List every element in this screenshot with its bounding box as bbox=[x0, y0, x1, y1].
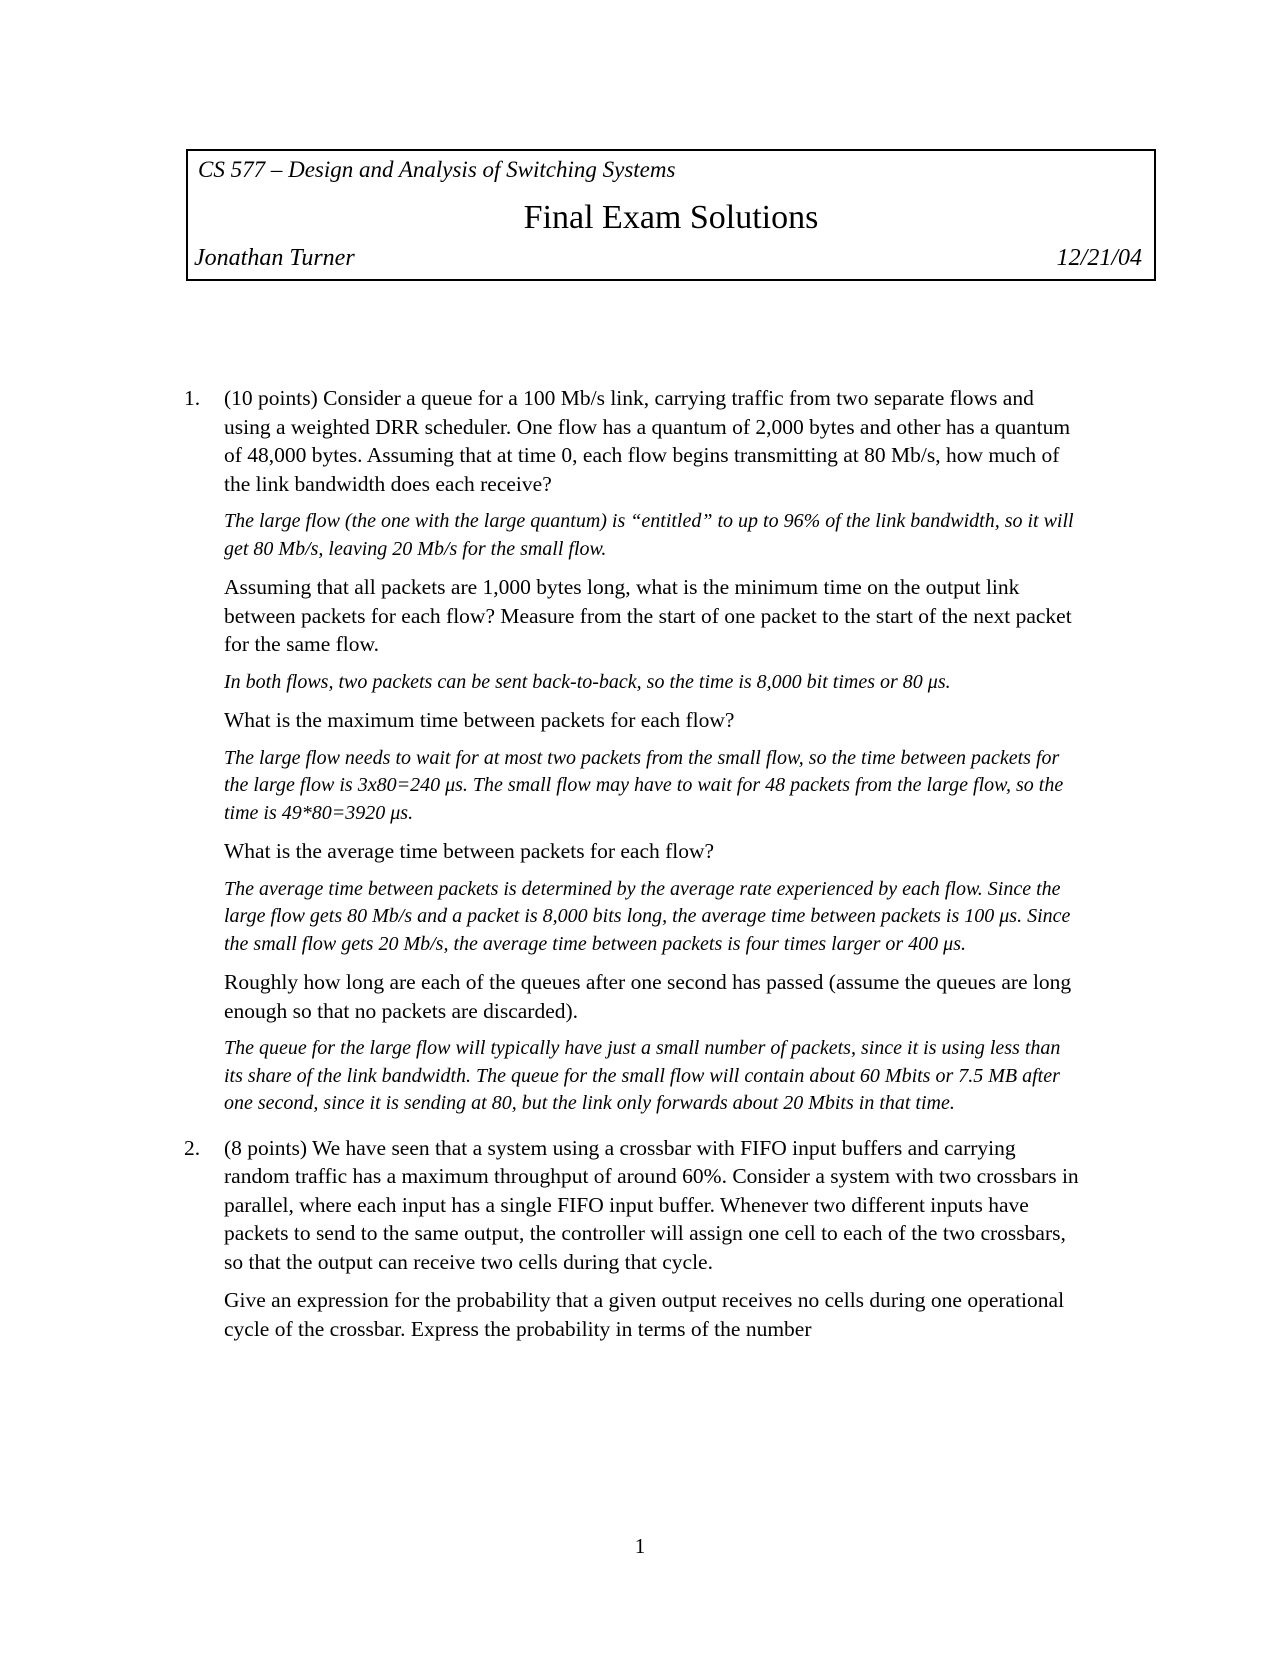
question-text: What is the maximum time between packets for each flow? bbox=[224, 708, 735, 732]
course-title: CS 577 – Design and Analysis of Switching Systems bbox=[198, 157, 676, 182]
question-number: 2. bbox=[184, 1135, 201, 1160]
answer-text: The queue for the large flow will typically have just a small number of packets, since it is using less than its share of the link bandwidth. The queue for the small flow will contain about 60 Mbits or 7.5 MB after one second, since it is sending at 80, but the link only forwards about 20 Mbits in that time. bbox=[224, 1037, 1061, 1114]
question-1 bbox=[184, 384, 1084, 1118]
question-number: 1. bbox=[184, 386, 201, 410]
document-date: 12/21/04 bbox=[1056, 245, 1142, 271]
author-name: Jonathan Turner bbox=[194, 245, 355, 271]
page-number: 1 bbox=[634, 1534, 646, 1558]
document-title: Final Exam Solutions bbox=[523, 199, 819, 236]
answer-text: The average time between packets is determined by the average rate experienced by each flow. Since the large flow gets 80 Mb/s and a packet is 8,000 bits long, the average time between packets is 100 μs. Since the small flow gets 20 Mb/s, the average time between packets is four times larger or 400 μs. bbox=[224, 877, 1071, 955]
header-box bbox=[186, 149, 1156, 281]
exam-content bbox=[184, 384, 1084, 1359]
answer-text: The large flow (the one with the large quantum) is “entitled” to up to 96% of the link bandwidth, so it will get 80 Mb/s, leaving 20 Mb/s for the small flow. bbox=[224, 510, 1074, 560]
answer-text: The large flow needs to wait for at most two packets from the small flow, so the time between packets for the large flow is 3x80=240 μs. The small flow may have to wait for 48 packets from the large flow, so the time is 49*80=3920 μs. bbox=[224, 746, 1064, 824]
answer-text: In both flows, two packets can be sent back-to-back, so the time is 8,000 bit times or 80 μs. bbox=[224, 670, 951, 693]
question-text: What is the average time between packets for each flow? bbox=[224, 839, 715, 863]
question-text: (10 points) Consider a queue for a 100 Mb/s link, carrying traffic from two separate flows and using a weighted DRR scheduler. One flow has a quantum of 2,000 bytes and other has a quantum of 48,000 bytes. Assuming that at time 0, each flow begins transmitting at 80 Mb/s, how much of the link bandwidth does each receive? bbox=[224, 386, 1071, 496]
question-2 bbox=[184, 1134, 1084, 1344]
question-text: (8 points) We have seen that a system using a crossbar with FIFO input buffers and carrying random traffic has a maximum throughput of around 60%. Consider a system with two crossbars in parallel, where each input has a single FIFO input buffer. Whenever two different inputs have packets to send to the same output, the controller will assign one cell to each of the two crossbars, so that the output can receive two cells during that cycle. bbox=[224, 1135, 1079, 1274]
question-text: Assuming that all packets are 1,000 bytes long, what is the minimum time on the output link between packets for each flow? Measure from the start of one packet to the start of the next packet for the same flow. bbox=[224, 575, 1072, 656]
question-text: Roughly how long are each of the queues after one second has passed (assume the queues are long enough so that no packets are discarded). bbox=[224, 970, 1072, 1023]
question-text: Give an expression for the probability that a given output receives no cells during one operational cycle of the crossbar. Express the probability in terms of the number bbox=[224, 1288, 1065, 1341]
